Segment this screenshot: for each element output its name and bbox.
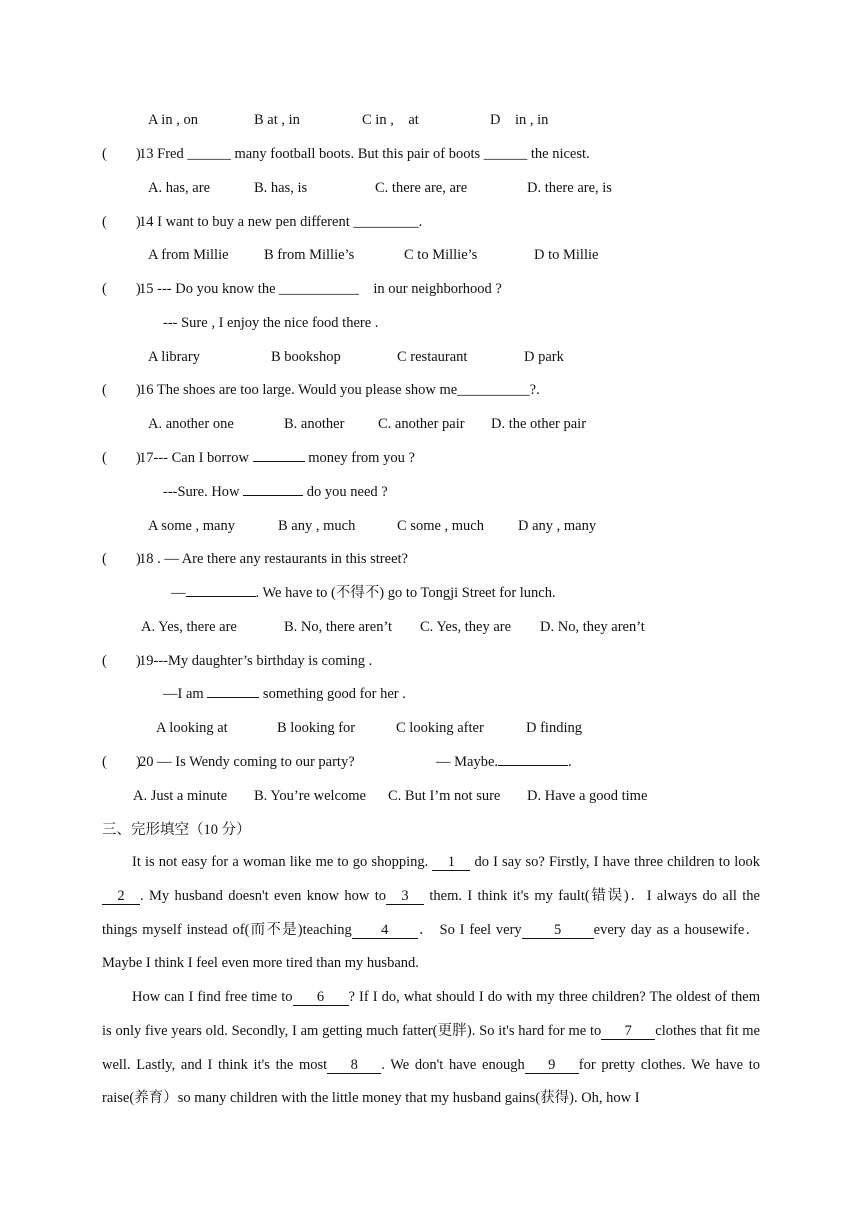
cloze-blank-6[interactable]: 6 bbox=[293, 989, 349, 1006]
q19-reply: —I am something good for her . bbox=[163, 686, 406, 702]
q19-option-d: D finding bbox=[526, 720, 582, 736]
cloze-paragraph-2: How can I find free time to 6 ? If I do, what should I do with my three children? The oldest of them is only five years old. Secondly, I am getting much fatter(更胖). So it's hard for me to 7 clothes that fit me well. Lastly, and I think it's the most 8 . We don't have enough 9 for pretty clothes. We have to raise(养育）so many children with the little money that my husband gains(获得). Oh, how I bbox=[102, 989, 760, 1107]
q15-option-c: C restaurant bbox=[397, 349, 468, 365]
q18-option-c: C. Yes, they are bbox=[420, 619, 512, 635]
q16-option-b: B. another bbox=[284, 416, 345, 432]
q13-answer-paren[interactable]: ( ) bbox=[102, 146, 141, 162]
q15-question: 15 --- Do you know the ___________ in our neighborhood ? bbox=[139, 281, 502, 297]
q16-answer-paren[interactable]: ( ) bbox=[102, 382, 141, 398]
q18-answer-paren[interactable]: ( ) bbox=[102, 551, 141, 567]
q17-option-d: D any , many bbox=[518, 518, 597, 534]
q17-blank-1 bbox=[253, 461, 305, 462]
q13-option-a: A. has, are bbox=[148, 180, 211, 196]
q13-option-d: D. there are, is bbox=[527, 180, 612, 196]
q15-option-d: D park bbox=[524, 349, 564, 365]
cloze-blank-9[interactable]: 9 bbox=[525, 1057, 579, 1074]
q14-answer-paren[interactable]: ( ) bbox=[102, 214, 141, 230]
q20-option-a: A. Just a minute bbox=[133, 788, 228, 804]
q17-option-b: B any , much bbox=[278, 518, 356, 534]
q12-option-b: B at , in bbox=[254, 112, 300, 128]
q20-reply: — Maybe. . bbox=[436, 754, 572, 770]
q19-option-b: B looking for bbox=[277, 720, 356, 736]
q15-option-a: A library bbox=[148, 349, 200, 365]
q19-option-a: A looking at bbox=[156, 720, 228, 736]
q14-option-b: B from Millie’s bbox=[264, 247, 355, 263]
cloze-blank-3[interactable]: 3 bbox=[386, 888, 424, 905]
q20-answer-paren[interactable]: ( ) bbox=[102, 754, 141, 770]
q13-option-c: C. there are, are bbox=[375, 180, 468, 196]
q20-option-c: C. But I’m not sure bbox=[388, 788, 501, 804]
q19-question: 19---My daughter’s birthday is coming . bbox=[139, 653, 373, 669]
q16-question: 16 The shoes are too large. Would you please show me__________?. bbox=[139, 382, 540, 398]
q20-option-b: B. You’re welcome bbox=[254, 788, 366, 804]
q16-option-c: C. another pair bbox=[378, 416, 465, 432]
cloze-blank-1[interactable]: 1 bbox=[432, 854, 470, 871]
q17-question: 17--- Can I borrow money from you ? bbox=[139, 450, 415, 466]
q16-option-a: A. another one bbox=[148, 416, 234, 432]
q17-reply: ---Sure. How do you need ? bbox=[163, 484, 388, 500]
q20-question: 20 — Is Wendy coming to our party? bbox=[139, 754, 355, 770]
q15-option-b: B bookshop bbox=[271, 349, 341, 365]
q18-reply: — . We have to (不得不) go to Tongji Street for lunch. bbox=[171, 585, 556, 601]
section-3-heading: 三、完形填空（10 分） bbox=[102, 822, 251, 838]
cloze-blank-2[interactable]: 2 bbox=[102, 888, 140, 905]
q18-option-d: D. No, they aren’t bbox=[540, 619, 645, 635]
q18-blank bbox=[186, 596, 256, 597]
q15-answer-paren[interactable]: ( ) bbox=[102, 281, 141, 297]
q12-option-d: D in , in bbox=[490, 112, 549, 128]
q19-answer-paren[interactable]: ( ) bbox=[102, 653, 141, 669]
q12-option-c: C in , at bbox=[362, 112, 419, 128]
cloze-blank-4[interactable]: 4 bbox=[352, 922, 418, 939]
cloze-blank-8[interactable]: 8 bbox=[327, 1057, 381, 1074]
q18-question: 18 . — Are there any restaurants in this street? bbox=[139, 551, 408, 567]
q13-option-b: B. has, is bbox=[254, 180, 308, 196]
q19-blank bbox=[207, 697, 259, 698]
q12-option-a: A in , on bbox=[148, 112, 198, 128]
q18-option-a: A. Yes, there are bbox=[141, 619, 237, 635]
q17-answer-paren[interactable]: ( ) bbox=[102, 450, 141, 466]
q13-question: 13 Fred ______ many football boots. But this pair of boots ______ the nicest. bbox=[139, 146, 590, 162]
q18-option-b: B. No, there aren’t bbox=[284, 619, 393, 635]
cloze-blank-5[interactable]: 5 bbox=[522, 922, 594, 939]
q15-reply: --- Sure , I enjoy the nice food there . bbox=[163, 315, 379, 331]
q19-option-c: C looking after bbox=[396, 720, 484, 736]
q17-option-c: C some , much bbox=[397, 518, 484, 534]
q14-option-c: C to Millie’s bbox=[404, 247, 478, 263]
q14-question: 14 I want to buy a new pen different _________. bbox=[139, 214, 423, 230]
q14-option-d: D to Millie bbox=[534, 247, 599, 263]
q20-option-d: D. Have a good time bbox=[527, 788, 648, 804]
cloze-paragraph-1: It is not easy for a woman like me to go shopping. 1 do I say so? Firstly, I have three children to look2 . My husband doesn't even know how to 3 them. I think it's my fault(错误)．I always do all the things myself instead of(而不是)teaching 4 ． So I feel very 5 every day as a housewife．Maybe I think I feel even more tired than my husband. bbox=[102, 854, 760, 972]
q17-blank-2 bbox=[243, 495, 303, 496]
q16-option-d: D. the other pair bbox=[491, 416, 587, 432]
q14-option-a: A from Millie bbox=[148, 247, 229, 263]
cloze-blank-7[interactable]: 7 bbox=[601, 1023, 655, 1040]
q17-option-a: A some , many bbox=[148, 518, 235, 534]
q20-blank bbox=[498, 765, 568, 766]
